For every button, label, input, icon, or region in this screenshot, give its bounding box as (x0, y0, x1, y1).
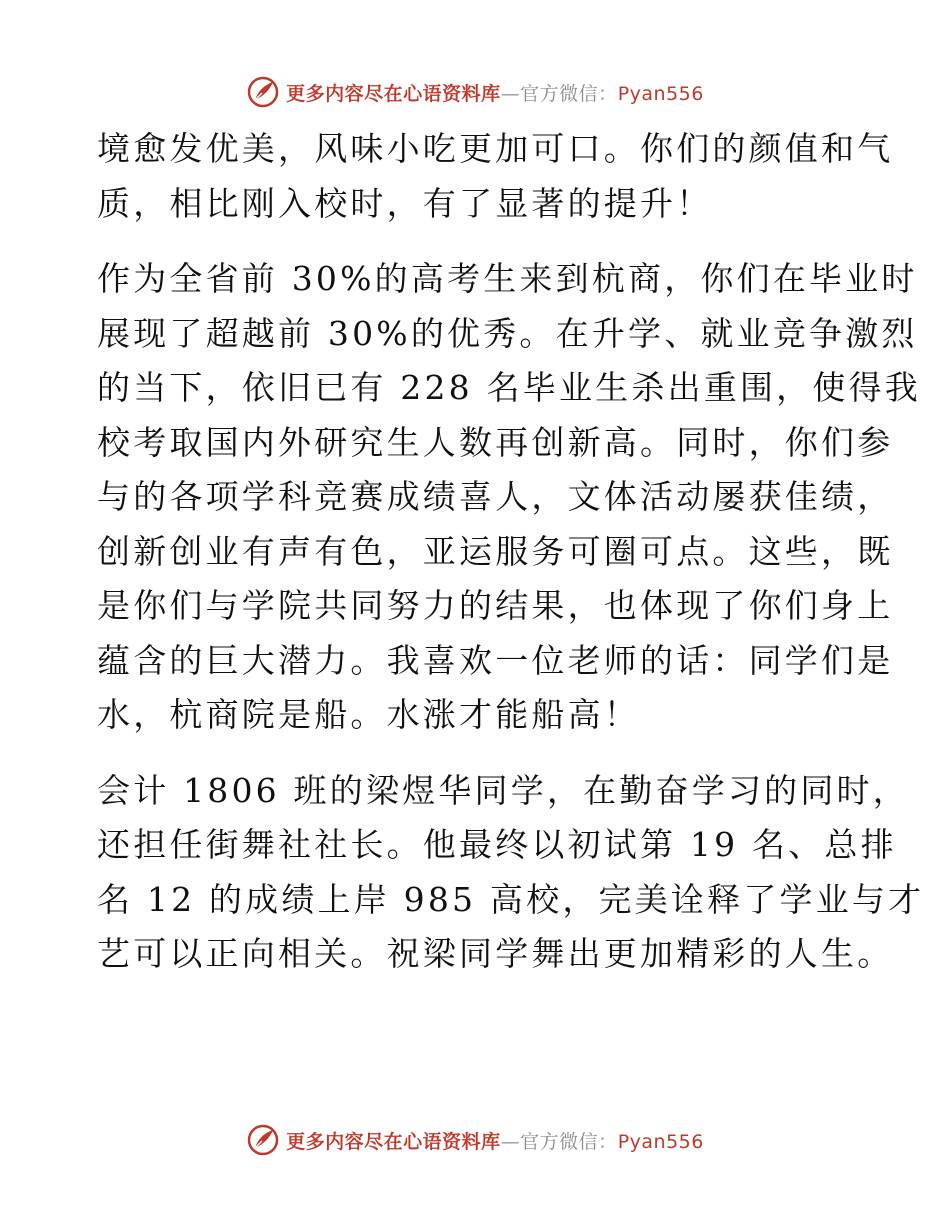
watermark-id: Pyan556 (617, 82, 704, 105)
text-line: 名 12 的成绩上岸 985 高校，完美诠释了学业与才 (97, 879, 925, 919)
paragraph-2 (97, 252, 921, 743)
watermark-id: Pyan556 (617, 1130, 704, 1153)
watermark-label: 官方微信： (520, 82, 618, 105)
text-line: 境愈发优美，风味小吃更加可口。你们的颜值和气 (97, 129, 894, 168)
header-watermark (0, 72, 950, 112)
quill-pen-logo-icon (246, 75, 280, 109)
footer-watermark (0, 1120, 950, 1160)
paragraph-1 (97, 122, 894, 231)
text-line: 质，相比刚入校时，有了显著的提升！ (97, 183, 713, 223)
text-line: 是你们与学院共同努力的结果，也体现了你们身上 (97, 586, 894, 625)
text-line: 艺可以正向相关。祝梁同学舞出更加精彩的人生。 (97, 934, 894, 973)
watermark-main: 更多内容尽在心语资料库 (286, 1130, 501, 1153)
quill-pen-logo-icon (246, 1123, 280, 1157)
watermark-dash: — (500, 1130, 521, 1153)
watermark-dash: — (500, 82, 521, 105)
text-line: 蕴含的巨大潜力。我喜欢一位老师的话：同学们是 (97, 640, 894, 680)
text-line: 会计 1806 班的梁煜华同学，在勤奋学习的同时， (97, 770, 909, 810)
text-line: 展现了超越前 30%的优秀。在升学、就业竞争激烈 (97, 313, 918, 353)
text-line: 水，杭商院是船。水涨才能船高！ (97, 695, 640, 734)
text-line: 与的各项学科竞赛成绩喜人，文体活动屡获佳绩， (97, 477, 894, 516)
watermark-text (286, 1127, 704, 1154)
paragraph-3 (97, 764, 925, 982)
text-line: 还担任街舞社社长。他最终以初试第 19 名、总排 (97, 825, 897, 864)
watermark-label: 官方微信： (520, 1130, 618, 1153)
document-body (97, 122, 925, 982)
text-line: 创新创业有声有色，亚运服务可圈可点。这些，既 (97, 531, 894, 571)
text-line: 作为全省前 30%的高考生来到杭商，你们在毕业时 (97, 259, 918, 298)
text-line: 的当下，依旧已有 228 名毕业生杀出重围，使得我 (97, 368, 921, 407)
watermark-text (286, 79, 704, 106)
text-line: 校考取国内外研究生人数再创新高。同时，你们参 (97, 422, 894, 462)
watermark-main: 更多内容尽在心语资料库 (286, 82, 501, 105)
